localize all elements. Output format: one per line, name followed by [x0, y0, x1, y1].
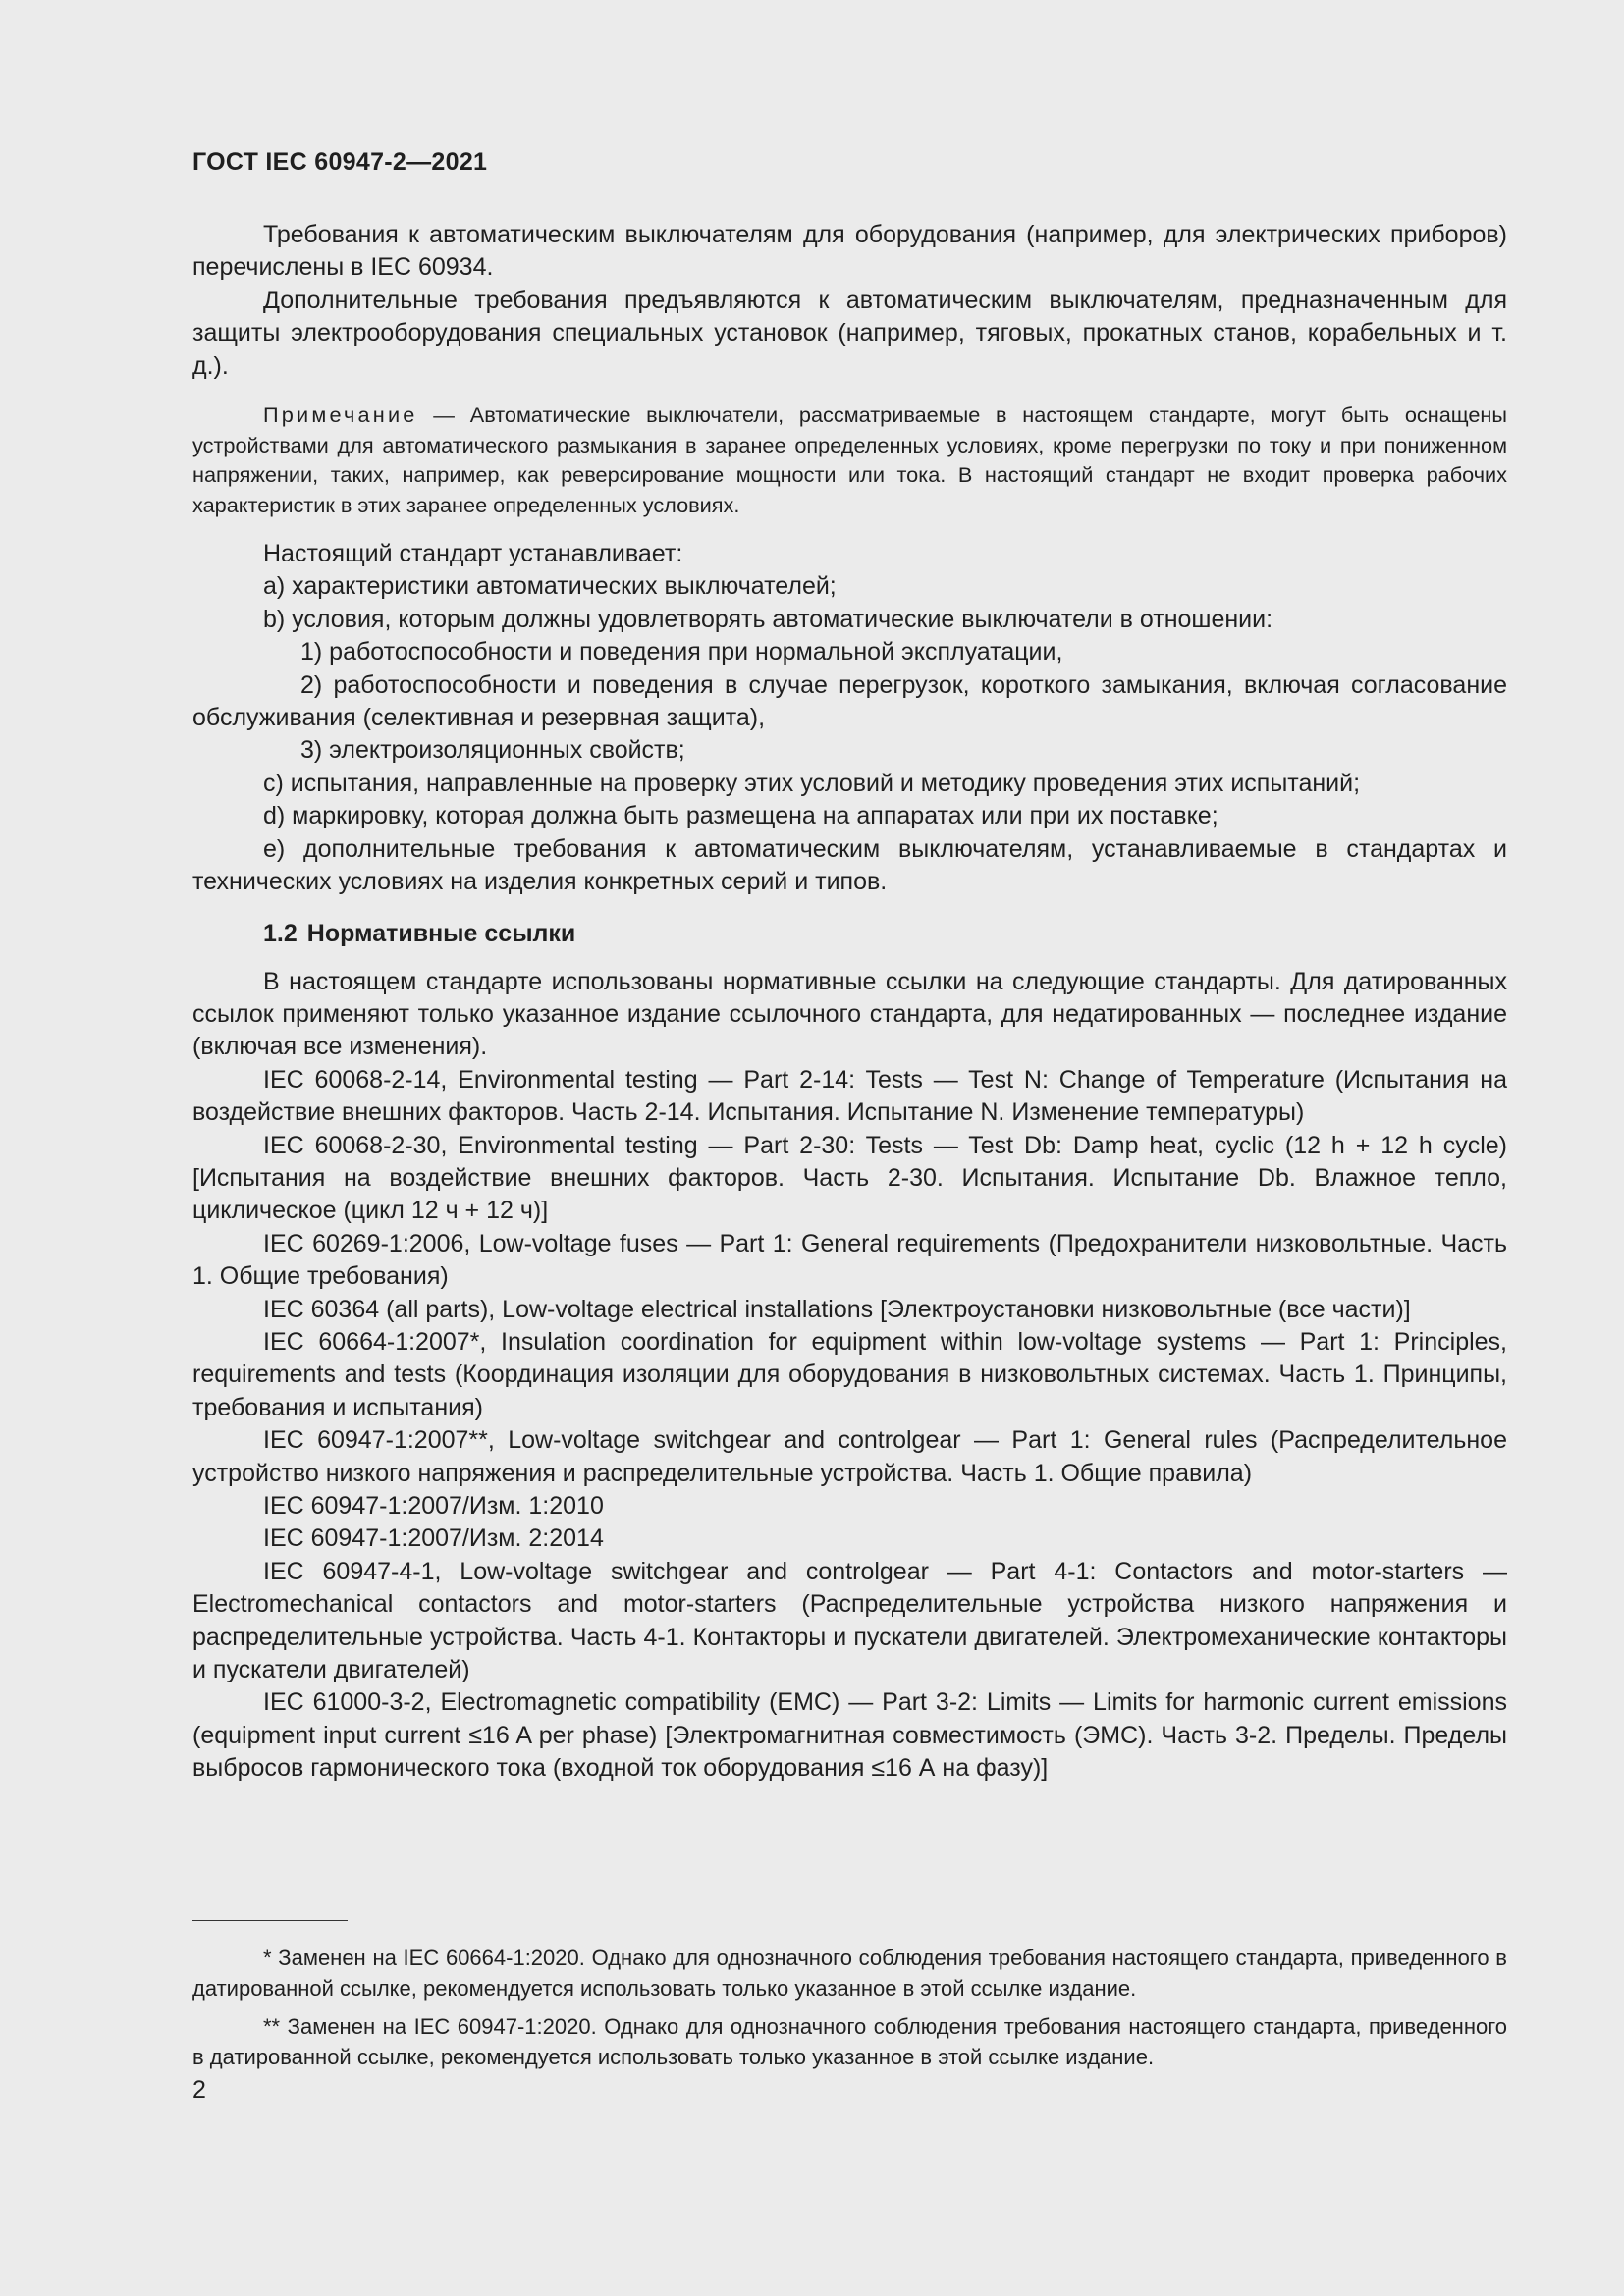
scope-item-b3: 3) электроизоляционных свойств; — [300, 736, 685, 765]
section-title-text: Нормативные ссылки — [306, 919, 576, 947]
scope-intro: Настоящий стандарт устанавливает: — [263, 540, 683, 568]
reference-item: IEC 60068-2-30, Environmental testing — Part 2-30: Tests — Test Db: Damp heat, cyclic (12 h + 12 h cycle) [Испытания на воздействие внешних факторов. Часть 2-30. Испытания. Испытание Db. Влажное тепло, циклическое (цикл 12 ч + 12 ч)] — [192, 1131, 1507, 1225]
section-intro: В настоящем стандарте использованы нормативные ссылки на следующие стандарты. Для датированных ссылок применяют только указанное издание ссылочного стандарта, для недатированных — последнее издание (включая все изменения). — [192, 967, 1507, 1061]
scope-item-a: а) характеристики автоматических выключателей; — [263, 572, 837, 601]
footnote-2: ** Заменен на IEC 60947-1:2020. Однако для однозначного соблюдения требования настоящего стандарта, приведенного в датированной ссылке, рекомендуется использовать только указанное в этой ссылке издание. — [192, 2014, 1507, 2069]
note-label: Примечание — [263, 402, 418, 428]
scope-item-d: d) маркировку, которая должна быть размещена на аппаратах или при их поставке; — [263, 802, 1218, 830]
reference-item: IEC 60664-1:2007*, Insulation coordination for equipment within low-voltage systems — Part 1: Principles, requirements and tests (Координация изоляции для оборудования в низковольтных системах. Часть 1. Принципы, требования и испытания) — [192, 1327, 1507, 1421]
reference-item: IEC 61000-3-2, Electromagnetic compatibility (EMC) — Part 3-2: Limits — Limits for harmonic current emissions (equipment input current ≤16 A per phase) [Электромагнитная совместимость (ЭМС). Часть 3-2. Пределы. Пределы выбросов гармонического тока (входной ток оборудования ≤16 А на фазу)] — [192, 1688, 1507, 1783]
reference-item: IEC 60068-2-14, Environmental testing — Part 2-14: Tests — Test N: Change of Temperature (Испытания на воздействие внешних факторов. Часть 2-14. Испытания. Испытание N. Изменение температуры) — [192, 1065, 1507, 1127]
footnote-1: * Заменен на IEC 60664-1:2020. Однако для однозначного соблюдения требования настоящего стандарта, приведенного в датированной ссылке, рекомендуется использовать только указанное в этой ссылке издание. — [192, 1946, 1507, 2001]
page-number: 2 — [192, 2076, 206, 2104]
reference-item: IEC 60364 (all parts), Low-voltage electrical installations [Электроустановки низковольтные (все части)] — [263, 1295, 1411, 1323]
section-heading — [263, 917, 1507, 950]
reference-item: IEC 60947-4-1, Low-voltage switchgear and controlgear — Part 4-1: Contactors and motor-starters — Electromechanical contactors and motor-starters (Распределительные устройства низкого напряжения и распределительные устройства. Часть 4-1. Контакторы и пускатели двигателей. Электромеханические контакторы и пускатели двигателей) — [192, 1557, 1507, 1684]
scope-item-c: с) испытания, направленные на проверку этих условий и методику проведения этих испытаний; — [263, 769, 1361, 797]
scope-item-e: е) дополнительные требования к автоматическим выключателям, устанавливаемые в стандартах и технических условиях на изделия конкретных серий и типов. — [192, 834, 1507, 896]
note-block — [192, 400, 1507, 520]
footnotes — [192, 1920, 1507, 2080]
paragraph-intro-2: Дополнительные требования предъявляются к автоматическим выключателям, предназначенным для защиты электрооборудования специальных установок (например, тяговых, прокатных станов, корабельных и т. д.). — [192, 286, 1507, 380]
paragraph-intro-1: Требования к автоматическим выключателям для оборудования (например, для электрических приборов) перечислены в IEC 60934. — [192, 221, 1507, 282]
document-page — [192, 145, 1507, 1786]
reference-item: IEC 60947-1:2007/Изм. 1:2010 — [263, 1492, 604, 1520]
scope-item-b2: 2) работоспособности и поведения в случае перегрузок, короткого замыкания, включая согласование обслуживания (селективная и резервная защита), — [192, 670, 1507, 732]
reference-item: IEC 60947-1:2007/Изм. 2:2014 — [263, 1524, 604, 1553]
footnote-divider — [192, 1920, 348, 1921]
document-header: ГОСТ IEC 60947-2—2021 — [192, 148, 488, 176]
reference-item: IEC 60947-1:2007**, Low-voltage switchgear and controlgear — Part 1: General rules (Распределительное устройство низкого напряжения и распределительные устройства. Часть 1. Общие правила) — [192, 1426, 1507, 1487]
scope-item-b1: 1) работоспособности и поведения при нормальной эксплуатации, — [300, 638, 1063, 667]
reference-item: IEC 60269-1:2006, Low-voltage fuses — Part 1: General requirements (Предохранители низковольтные. Часть 1. Общие требования) — [192, 1229, 1507, 1291]
note-text: — Автоматические выключатели, рассматриваемые в настоящем стандарте, могут быть оснащены устройствами для автоматического размыкания в заранее определенных условиях, кроме перегрузки по току и при пониженном напряжении, таких, например, как реверсирование мощности или тока. В настоящий стандарт не входит проверка рабочих характеристик в этих заранее определенных условиях. — [192, 402, 1507, 517]
scope-item-b: b) условия, которым должны удовлетворять автоматические выключатели в отношении: — [263, 605, 1273, 633]
section-number: 1.2 — [263, 919, 298, 947]
